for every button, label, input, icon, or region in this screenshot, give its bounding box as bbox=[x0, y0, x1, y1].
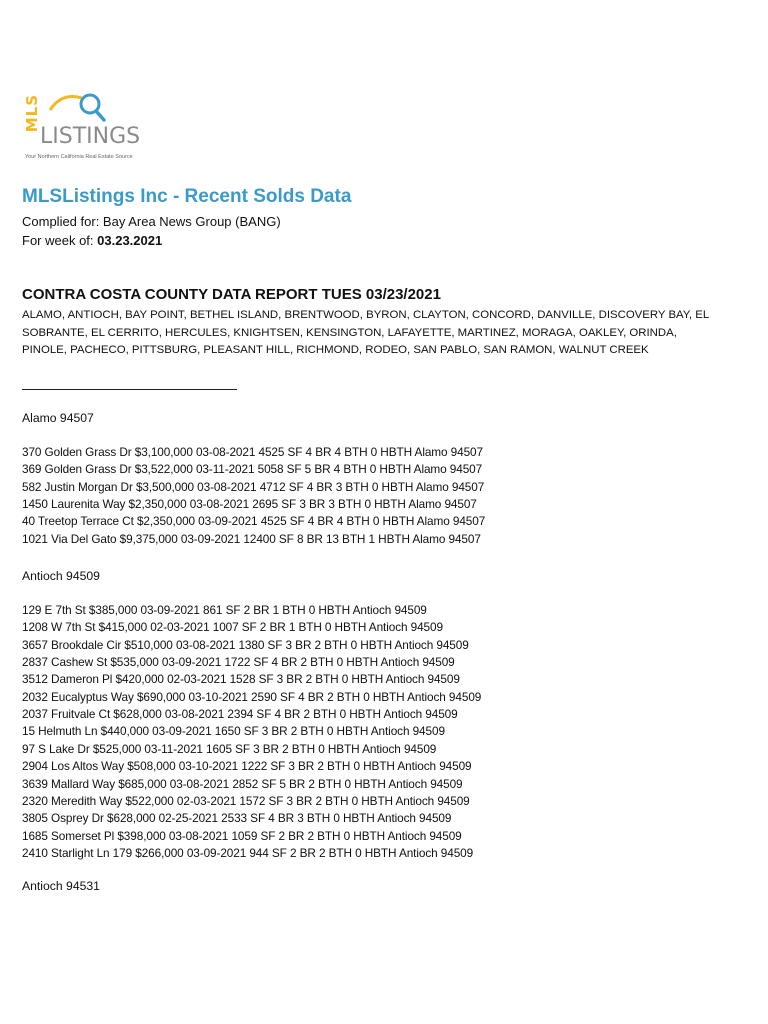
section-heading: Antioch 94509 bbox=[22, 569, 100, 583]
listing-row: 2032 Eucalyptus Way $690,000 03-10-2021 2590 SF 4 BR 2 BTH 0 HBTH Antioch 94509 bbox=[22, 689, 482, 704]
logo-mark: MLS bbox=[23, 94, 41, 133]
listing-row: 2410 Starlight Ln 179 $266,000 03-09-2021 944 SF 2 BR 2 BTH 0 HBTH Antioch 94509 bbox=[22, 845, 474, 860]
report-cities: ALAMO, ANTIOCH, BAY POINT, BETHEL ISLAND, BRENTWOOD, BYRON, CLAYTON, CONCORD, DANVILLE, DISCOVERY BAY, EL SOBRANTE, EL CERRITO, HERCULES, KNIGHTSEN, KENSINGTON, LAFAYETTE, MARTINEZ, MORAGA, OAKLEY, ORINDA, PINOLE, PACHECO, PITTSBURG, PLEASANT HILL, RICHMOND, RODEO, SAN PABLO, SAN RAMON, WALNUT CREEK bbox=[22, 309, 709, 356]
week-label: For week of: bbox=[22, 233, 98, 248]
page-title: MLSListings Inc - Recent Solds Data bbox=[22, 186, 352, 207]
mlslistings-logo bbox=[22, 90, 152, 166]
listing-row: 3805 Osprey Dr $628,000 02-25-2021 2533 SF 4 BR 3 BTH 0 HBTH Antioch 94509 bbox=[22, 811, 452, 826]
listing-row: 2320 Meredith Way $522,000 02-03-2021 1572 SF 3 BR 2 BTH 0 HBTH Antioch 94509 bbox=[22, 793, 470, 808]
listing-row: 2837 Cashew St $535,000 03-09-2021 1722 SF 4 BR 2 BTH 0 HBTH Antioch 94509 bbox=[22, 655, 455, 670]
listing-row: 582 Justin Morgan Dr $3,500,000 03-08-2021 4712 SF 4 BR 3 BTH 0 HBTH Alamo 94507 bbox=[22, 479, 485, 494]
section-heading: Alamo 94507 bbox=[22, 411, 94, 425]
listing-row: 97 S Lake Dr $525,000 03-11-2021 1605 SF 3 BR 2 BTH 0 HBTH Antioch 94509 bbox=[22, 741, 437, 756]
listing-row: 370 Golden Grass Dr $3,100,000 03-08-2021 4525 SF 4 BR 4 BTH 0 HBTH Alamo 94507 bbox=[22, 445, 483, 459]
logo-tagline: Your Northern California Real Estate Source bbox=[25, 154, 133, 160]
divider bbox=[22, 389, 237, 390]
listing-row: 3639 Mallard Way $685,000 03-08-2021 2852 SF 5 BR 2 BTH 0 HBTH Antioch 94509 bbox=[22, 776, 463, 791]
listing-row: 3657 Brookdale Cir $510,000 03-08-2021 1380 SF 3 BR 2 BTH 0 HBTH Antioch 94509 bbox=[22, 637, 469, 652]
listing-row: 369 Golden Grass Dr $3,522,000 03-11-2021 5058 SF 5 BR 4 BTH 0 HBTH Alamo 94507 bbox=[22, 462, 483, 477]
listing-row: 2904 Los Altos Way $508,000 03-10-2021 1222 SF 3 BR 2 BTH 0 HBTH Antioch 94509 bbox=[22, 759, 472, 774]
compiled-for: Complied for: Bay Area News Group (BANG) bbox=[22, 214, 281, 229]
listing-row: 1450 Laurenita Way $2,350,000 03-08-2021 2695 SF 3 BR 3 BTH 0 HBTH Alamo 94507 bbox=[22, 497, 477, 512]
week-of bbox=[22, 233, 162, 248]
report-title: CONTRA COSTA COUNTY DATA REPORT TUES 03/23/2021 bbox=[22, 286, 441, 303]
listing-row: 2037 Fruitvale Ct $628,000 03-08-2021 2394 SF 4 BR 2 BTH 0 HBTH Antioch 94509 bbox=[22, 707, 458, 722]
section-heading: Antioch 94531 bbox=[22, 879, 100, 893]
listing-row: 1208 W 7th St $415,000 02-03-2021 1007 SF 2 BR 1 BTH 0 HBTH Antioch 94509 bbox=[22, 620, 443, 635]
listing-row: 3512 Dameron Pl $420,000 02-03-2021 1528 SF 3 BR 2 BTH 0 HBTH Antioch 94509 bbox=[22, 672, 460, 687]
listing-row: 1021 Via Del Gato $9,375,000 03-09-2021 12400 SF 8 BR 13 BTH 1 HBTH Alamo 94507 bbox=[22, 531, 481, 546]
week-value: 03.23.2021 bbox=[97, 233, 163, 248]
listing-row: 1685 Somerset Pl $398,000 03-08-2021 1059 SF 2 BR 2 BTH 0 HBTH Antioch 94509 bbox=[22, 828, 462, 843]
listing-row: 15 Helmuth Ln $440,000 03-09-2021 1650 SF 3 BR 2 BTH 0 HBTH Antioch 94509 bbox=[22, 724, 445, 739]
logo-wordmark: LISTINGS bbox=[40, 124, 141, 149]
listing-row: 129 E 7th St $385,000 03-09-2021 861 SF 2 BR 1 BTH 0 HBTH Antioch 94509 bbox=[22, 603, 427, 617]
listing-row: 40 Treetop Terrace Ct $2,350,000 03-09-2021 4525 SF 4 BR 4 BTH 0 HBTH Alamo 94507 bbox=[22, 514, 486, 529]
